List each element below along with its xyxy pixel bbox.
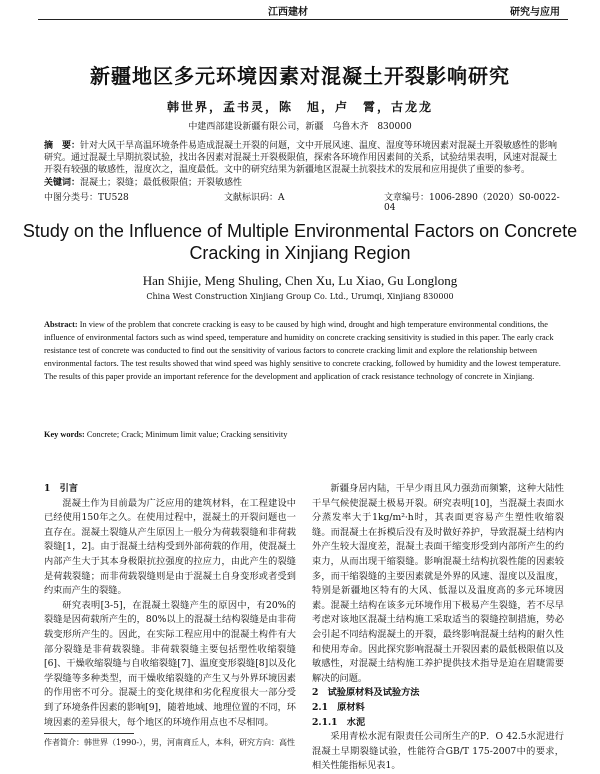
body-column-right bbox=[312, 482, 564, 774]
body-paragraph: 混凝土作为目前最为广泛应用的建筑材料，在工程建设中已经使用150年之久。在使用过程中，混凝土的开裂问题也一直存在。混凝土裂缝从产生原因上一般分为荷载裂缝和非荷载裂缝[1，2]。由于混凝土结构受到外部荷载的作用，使混凝土内部产生大于其本身极限抗拉强度的拉应力，由此产生的裂缝是荷载裂缝；而非荷载裂缝则是由于混凝土自身变形或者受到约束而产生的裂缝。 bbox=[44, 497, 296, 597]
abstract-cn-label: 摘 要： bbox=[44, 141, 81, 151]
article-number: 文章编号：1006-2890（2020）S0-0022-04 bbox=[384, 193, 560, 213]
keywords-en-text: Concrete; Crack; Minimum limit value; Cracking sensitivity bbox=[84, 430, 288, 439]
abstract-en-text: In view of the problem that concrete cracking is easy to be caused by high wind, drought and high temperature environmental conditions, the influence of environmental factors such as wind speed, temperature and humidity on concrete cracking sensitivity is studied in this paper. The early crack resistance test of concrete was conducted to find out the sensitivity of various factors to concrete cracking limit and explore the relationship between environmental factors. The test results showed that wind speed was highly sensitive to concrete cracking, followed by humidity and the lowest temperature. The results of this paper provide an important reference for the development and application of crack resistance technology of concrete in Xinjiang. bbox=[44, 320, 561, 381]
subsection-heading-cement: 2.1.1 水泥 bbox=[312, 716, 366, 728]
clc-number: 中图分类号：TU528 bbox=[44, 193, 129, 203]
keywords-cn-text: 混凝土；裂缝；最低极限值；开裂敏感性 bbox=[80, 178, 243, 188]
abstract-en-label: Abstract: bbox=[44, 320, 78, 329]
body-paragraph: 新疆身居内陆，干旱少雨且风力强劲而频繁，这种大陆性干旱气候使混凝土极易开裂。研究表明[10]，当混凝土表面水分蒸发率大于1kg/m²·h时，其表面更容易产生塑性收缩裂缝。而混凝土在拆模后没有及时做好养护，导致混凝土结构内外产生较大湿度差，混凝土表面干缩变形受到内部所产生的约束力，从而出现干缩裂缝。影响混凝土结构抗裂性能的因素较多，而干缩裂缝的主要因素就是外界的风速、湿度以及温度，特别是新疆地区特有的大风、低湿以及温度高的多元环境因素。混凝土结构在该多元环境作用下极易产生裂缝，若不尽早考虑对该地区混凝土结构施工采取适当的裂缝控制措施，势必会引起不同结构混凝土的开裂，最终影响混凝土结构的耐久性和使用寿命。因此探究影响混凝土开裂因素的最低极限值以及敏感性，对混凝土结构施工养护提供技术指导是迫在眉睫需要解决的问题。 bbox=[312, 483, 564, 684]
abstract-en bbox=[44, 318, 564, 383]
body-column-left bbox=[44, 482, 296, 730]
section-name: 研究与应用 bbox=[510, 7, 560, 18]
keywords-cn-label: 关键词： bbox=[44, 178, 81, 188]
document-code: 文献标识码：A bbox=[224, 193, 285, 203]
affiliation-en: China West Construction Xinjiang Group Co. Ltd., Urumqi, Xinjiang 830000 bbox=[146, 292, 454, 301]
body-paragraph: 研究表明[3-5]，在混凝土裂缝产生的原因中，有20%的裂缝是因荷载所产生的，80%以上的混凝土结构裂缝是由非荷载变形所产生的。因此，在实际工程应用中的混凝土构件有大部分裂缝是非荷载裂缝。非荷载裂缝主要包括塑性收缩裂缝[6]、干燥收缩裂缝与自收缩裂缝[7]、温度变形裂缝[8]以及化学裂缝等多种类型，而干燥收缩裂缝的产生又与外界环境因素的作用密不可分。混凝土的变化规律和劣化程度很大一部分受到了环境条件因素的影响[9]，随着地域、地理位置的不同，环境因素的差异很大，每个地区的环境作用点也不尽相同。 bbox=[44, 599, 296, 728]
body-paragraph: 采用青松水泥有限责任公司所生产的P．O 42.5水泥进行混凝土早期裂缝试验，性能符合GB/T 175-2007中的要求，相关性能指标见表1。 bbox=[312, 731, 564, 772]
title-cn: 新疆地区多元环境因素对混凝土开裂影响研究 bbox=[90, 64, 510, 88]
keywords-en-label: Key words: bbox=[44, 430, 85, 439]
authors-cn: 韩世界，孟书灵，陈 旭，卢 霄，古龙龙 bbox=[166, 100, 433, 114]
classification-line bbox=[44, 190, 564, 213]
abstract-cn bbox=[44, 140, 564, 176]
keywords-en bbox=[44, 430, 564, 439]
section-heading-introduction: 1 引言 bbox=[44, 483, 78, 494]
authors-en: Han Shijie, Meng Shuling, Chen Xu, Lu Xiao, Gu Longlong bbox=[142, 273, 458, 288]
subsection-heading-raw-materials: 2.1 原材料 bbox=[312, 701, 365, 713]
keywords-cn bbox=[44, 177, 564, 189]
header-rule bbox=[38, 19, 568, 20]
footnote-rule bbox=[44, 733, 134, 734]
author-footnote: 作者简介：韩世界（1990-），男，河南商丘人，本科，研究方向：高性 bbox=[44, 738, 296, 747]
section-heading-materials: 2 试验原材料及试验方法 bbox=[312, 687, 420, 699]
page-header bbox=[0, 3, 600, 23]
journal-name: 江西建材 bbox=[268, 7, 308, 18]
abstract-cn-text: 针对大风干旱高温环境条件易造成混凝土开裂的问题，文中开展风速、温度、湿度等环境因素对混凝土开裂敏感性的影响研究。通过混凝土早期抗裂试验，找出各因素对混凝土开裂极限值，探索各环境作用因素间的关系，试验结果表明，风速对混凝土开裂有较强的敏感性，湿度次之，温度最低。文中的研究结果为新疆地区混凝土抗裂技术的发展和应用提供了重要的参考。 bbox=[44, 141, 558, 175]
title-en: Study on the Influence of Multiple Environmental Factors on Concrete Cracking in Xinjiang Region bbox=[22, 221, 578, 263]
affiliation-cn: 中建西部建设新疆有限公司，新疆 乌鲁木齐 830000 bbox=[188, 122, 412, 132]
